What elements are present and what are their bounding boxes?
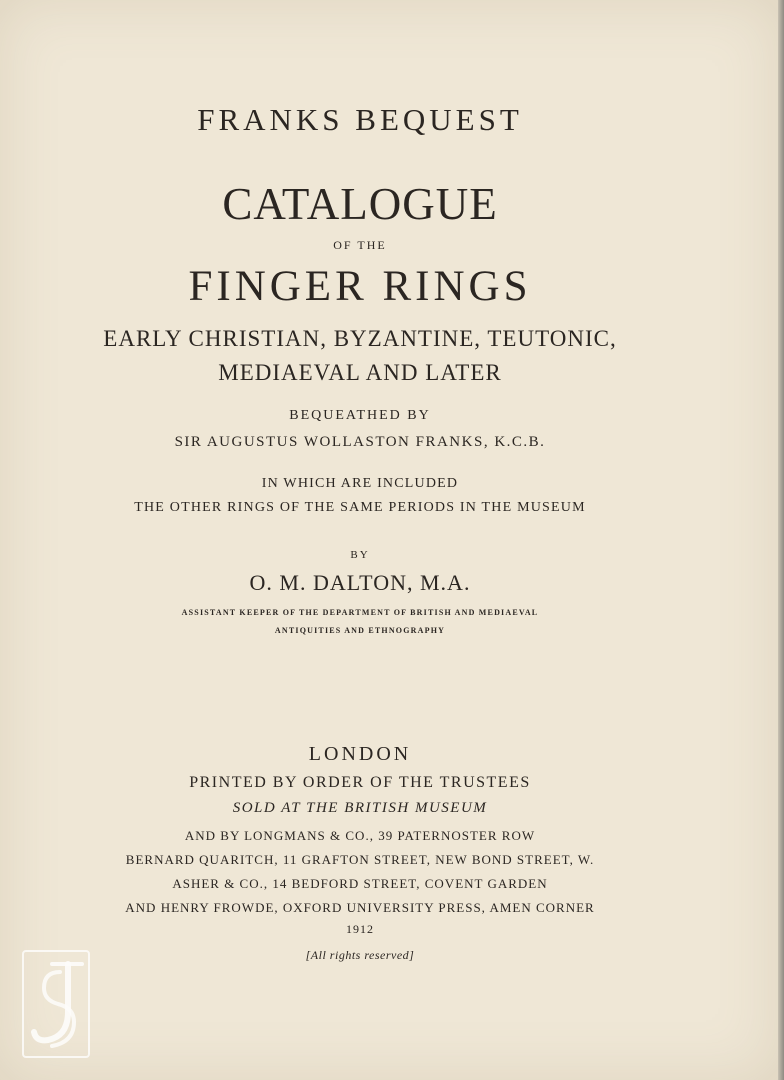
included-line-2: THE OTHER RINGS OF THE SAME PERIODS IN THE MUSEUM <box>134 500 586 515</box>
page-edge <box>778 0 784 1080</box>
imprint-printed: PRINTED BY ORDER OF THE TRUSTEES <box>189 774 531 791</box>
publisher-line-4: AND HENRY FROWDE, OXFORD UNIVERSITY PRESS, AMEN CORNER <box>125 900 595 915</box>
bequeathed-by: BEQUEATHED BY <box>289 408 431 423</box>
by-text: BY <box>350 549 370 561</box>
author-name: O. M. DALTON, M.A. <box>249 570 471 595</box>
subtitle-line-1: EARLY CHRISTIAN, BYZANTINE, TEUTONIC, <box>103 326 617 351</box>
js-monogram-logo-icon <box>22 950 90 1058</box>
author-position-line-2: ANTIQUITIES AND ETHNOGRAPHY <box>274 626 446 635</box>
publisher-line-1: AND BY LONGMANS & CO., 39 PATERNOSTER ROW <box>184 828 536 843</box>
rights-notice: [All rights reserved] <box>305 948 415 962</box>
main-title: CATALOGUE <box>222 179 498 229</box>
imprint-sold: SOLD AT THE BRITISH MUSEUM <box>232 800 488 816</box>
included-line-1: IN WHICH ARE INCLUDED <box>261 476 459 491</box>
publisher-line-2: BERNARD QUARITCH, 11 GRAFTON STREET, NEW BOND STREET, W. <box>125 852 595 867</box>
imprint-city: LONDON <box>308 743 412 765</box>
benefactor-name: SIR AUGUSTUS WOLLASTON FRANKS, K.C.B. <box>174 434 546 450</box>
publisher-line-3: ASHER & CO., 14 BEDFORD STREET, COVENT GARDEN <box>172 876 548 891</box>
subject-title: FINGER RINGS <box>188 263 532 310</box>
of-the-text: OF THE <box>333 238 387 252</box>
author-position-line-1: ASSISTANT KEEPER OF THE DEPARTMENT OF BRITISH AND MEDIAEVAL <box>181 608 539 617</box>
series-title: FRANKS BEQUEST <box>197 102 523 137</box>
publication-year: 1912 <box>346 922 374 936</box>
subtitle-line-2: MEDIAEVAL AND LATER <box>218 360 502 385</box>
